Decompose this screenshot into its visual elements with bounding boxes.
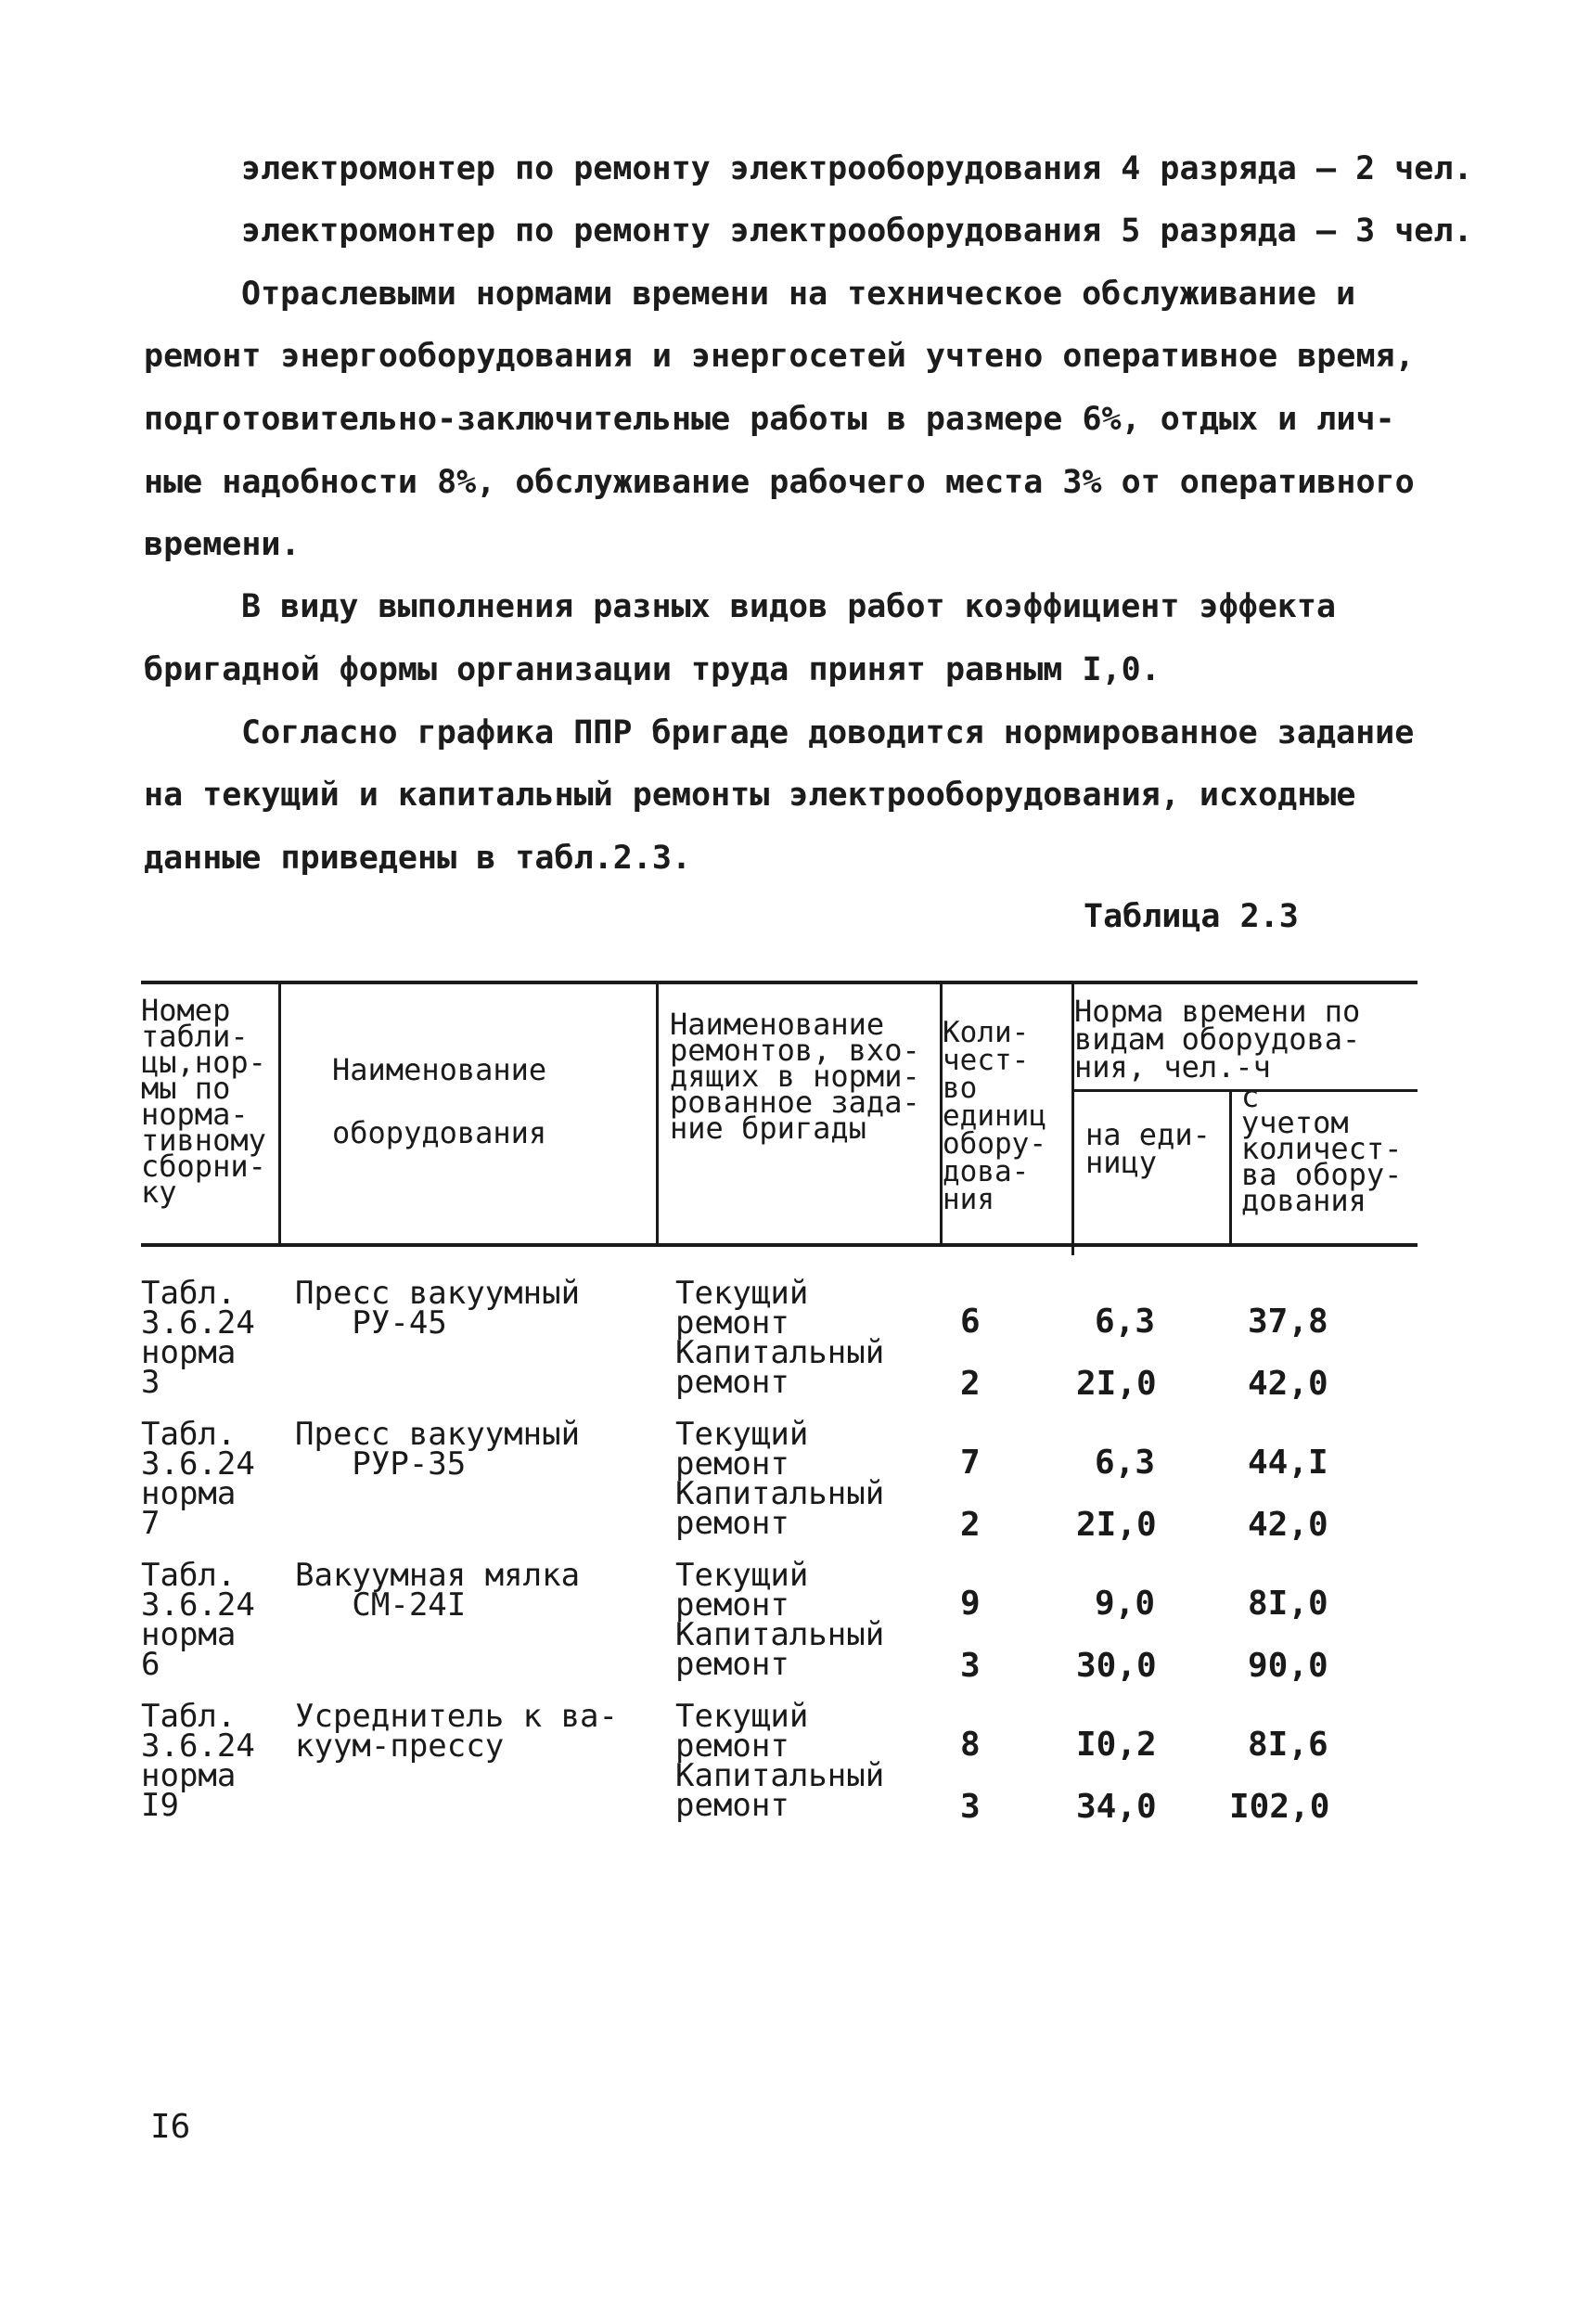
- text-line-4: ремонт энергооборудования и энергосетей учтено оперативное время,: [144, 338, 1415, 375]
- header-total: с учетом количест- ва обору- дования: [1241, 1079, 1403, 1218]
- cell-repairs: Текущий ремонт Капитальный ремонт: [675, 1557, 885, 1683]
- cell-per-unit-current: 6,3: [1095, 1444, 1156, 1482]
- cell-total-current: 37,8: [1248, 1303, 1328, 1341]
- header-equipment-line1: Наименование: [332, 1052, 547, 1087]
- cell-qty-current: 9: [960, 1585, 981, 1623]
- cell-total-current: 8I,6: [1248, 1726, 1328, 1764]
- table-caption: Таблица 2.3: [1084, 898, 1299, 935]
- header-per-unit: на еди- ницу: [1085, 1117, 1211, 1180]
- cell-qty-capital: 3: [960, 1788, 981, 1826]
- cell-equipment: Вакуумная мялка СМ-24I: [295, 1557, 581, 1624]
- text-line-2: электромонтер по ремонту электрооборудования 5 разряда – 3 чел.: [241, 212, 1473, 250]
- cell-per-unit-current: 9,0: [1095, 1585, 1156, 1623]
- cell-qty-current: 8: [960, 1726, 981, 1764]
- header-repairs: Наименование ремонтов, вхо- дящих в норми- рованное зада- ние бригады: [670, 1007, 920, 1146]
- cell-ref: Табл. 3.6.24 норма 6: [141, 1557, 255, 1683]
- table-top-rule: [141, 981, 1418, 984]
- text-line-1: электромонтер по ремонту электрооборудования 4 разряда – 2 чел.: [241, 150, 1473, 187]
- cell-total-capital: 42,0: [1248, 1506, 1328, 1544]
- text-line-9: бригадной формы организации труда принят равным I,0.: [144, 651, 1161, 688]
- cell-total-current: 44,I: [1248, 1444, 1328, 1482]
- cell-per-unit-current: 6,3: [1095, 1303, 1156, 1341]
- cell-repairs: Текущий ремонт Капитальный ремонт: [675, 1698, 885, 1824]
- text-line-10: Согласно графика ППР бригаде доводится нормированное задание: [241, 714, 1415, 751]
- cell-equipment: Усреднитель к ва- куум-прессу: [295, 1698, 618, 1765]
- page-number: I6: [150, 2108, 191, 2146]
- cell-equipment: Пресс вакуумный РУ-45: [295, 1275, 581, 1342]
- col-divider-5: [1229, 1089, 1232, 1246]
- text-line-7: времени.: [144, 526, 301, 563]
- cell-equipment: Пресс вакуумный РУР-35: [295, 1416, 581, 1483]
- cell-per-unit-capital: 34,0: [1076, 1788, 1157, 1826]
- header-table-ref: Номер табли- цы,нор- мы по норма- тивному сборни- ку: [141, 993, 266, 1210]
- text-line-11: на текущий и капитальный ремонты электрооборудования, исходные: [144, 777, 1356, 814]
- text-line-6: ные надобности 8%, обслуживание рабочего места 3% от оперативного: [144, 464, 1415, 501]
- cell-per-unit-current: I0,2: [1076, 1726, 1157, 1764]
- text-line-8: В виду выполнения разных видов работ коэффициент эффекта: [241, 588, 1337, 625]
- cell-qty-capital: 2: [960, 1365, 981, 1403]
- text-line-3: Отраслевыми нормами времени на техническое обслуживание и: [241, 276, 1356, 313]
- cell-qty-current: 7: [960, 1444, 981, 1482]
- cell-qty-capital: 2: [960, 1506, 981, 1544]
- header-equipment-line2: оборудования: [332, 1115, 547, 1150]
- cell-repairs: Текущий ремонт Капитальный ремонт: [675, 1416, 885, 1542]
- cell-ref: Табл. 3.6.24 норма I9: [141, 1698, 255, 1824]
- col-divider-1: [278, 981, 281, 1246]
- table-header-rule: [141, 1243, 1418, 1247]
- cell-qty-capital: 3: [960, 1647, 981, 1685]
- cell-per-unit-capital: 2I,0: [1076, 1365, 1157, 1403]
- cell-total-capital: I02,0: [1229, 1788, 1330, 1826]
- cell-qty-current: 6: [960, 1303, 981, 1341]
- header-quantity: Коли- чест- во единиц обору- дова- ния: [943, 1016, 1046, 1216]
- cell-total-capital: 42,0: [1248, 1365, 1328, 1403]
- text-line-5: подготовительно-заключительные работы в размере 6%, отдых и лич-: [144, 401, 1395, 438]
- text-line-12: данные приведены в табл.2.3.: [144, 840, 692, 877]
- cell-ref: Табл. 3.6.24 норма 3: [141, 1275, 255, 1401]
- cell-per-unit-capital: 30,0: [1076, 1647, 1157, 1685]
- cell-total-current: 8I,0: [1248, 1585, 1328, 1623]
- cell-repairs: Текущий ремонт Капитальный ремонт: [675, 1275, 885, 1401]
- col-divider-2: [656, 981, 659, 1246]
- cell-ref: Табл. 3.6.24 норма 7: [141, 1416, 255, 1542]
- cell-total-capital: 90,0: [1248, 1647, 1328, 1685]
- header-norm-group: Норма времени по видам оборудова- ния, чел.-ч: [1074, 994, 1361, 1085]
- cell-per-unit-capital: 2I,0: [1076, 1506, 1157, 1544]
